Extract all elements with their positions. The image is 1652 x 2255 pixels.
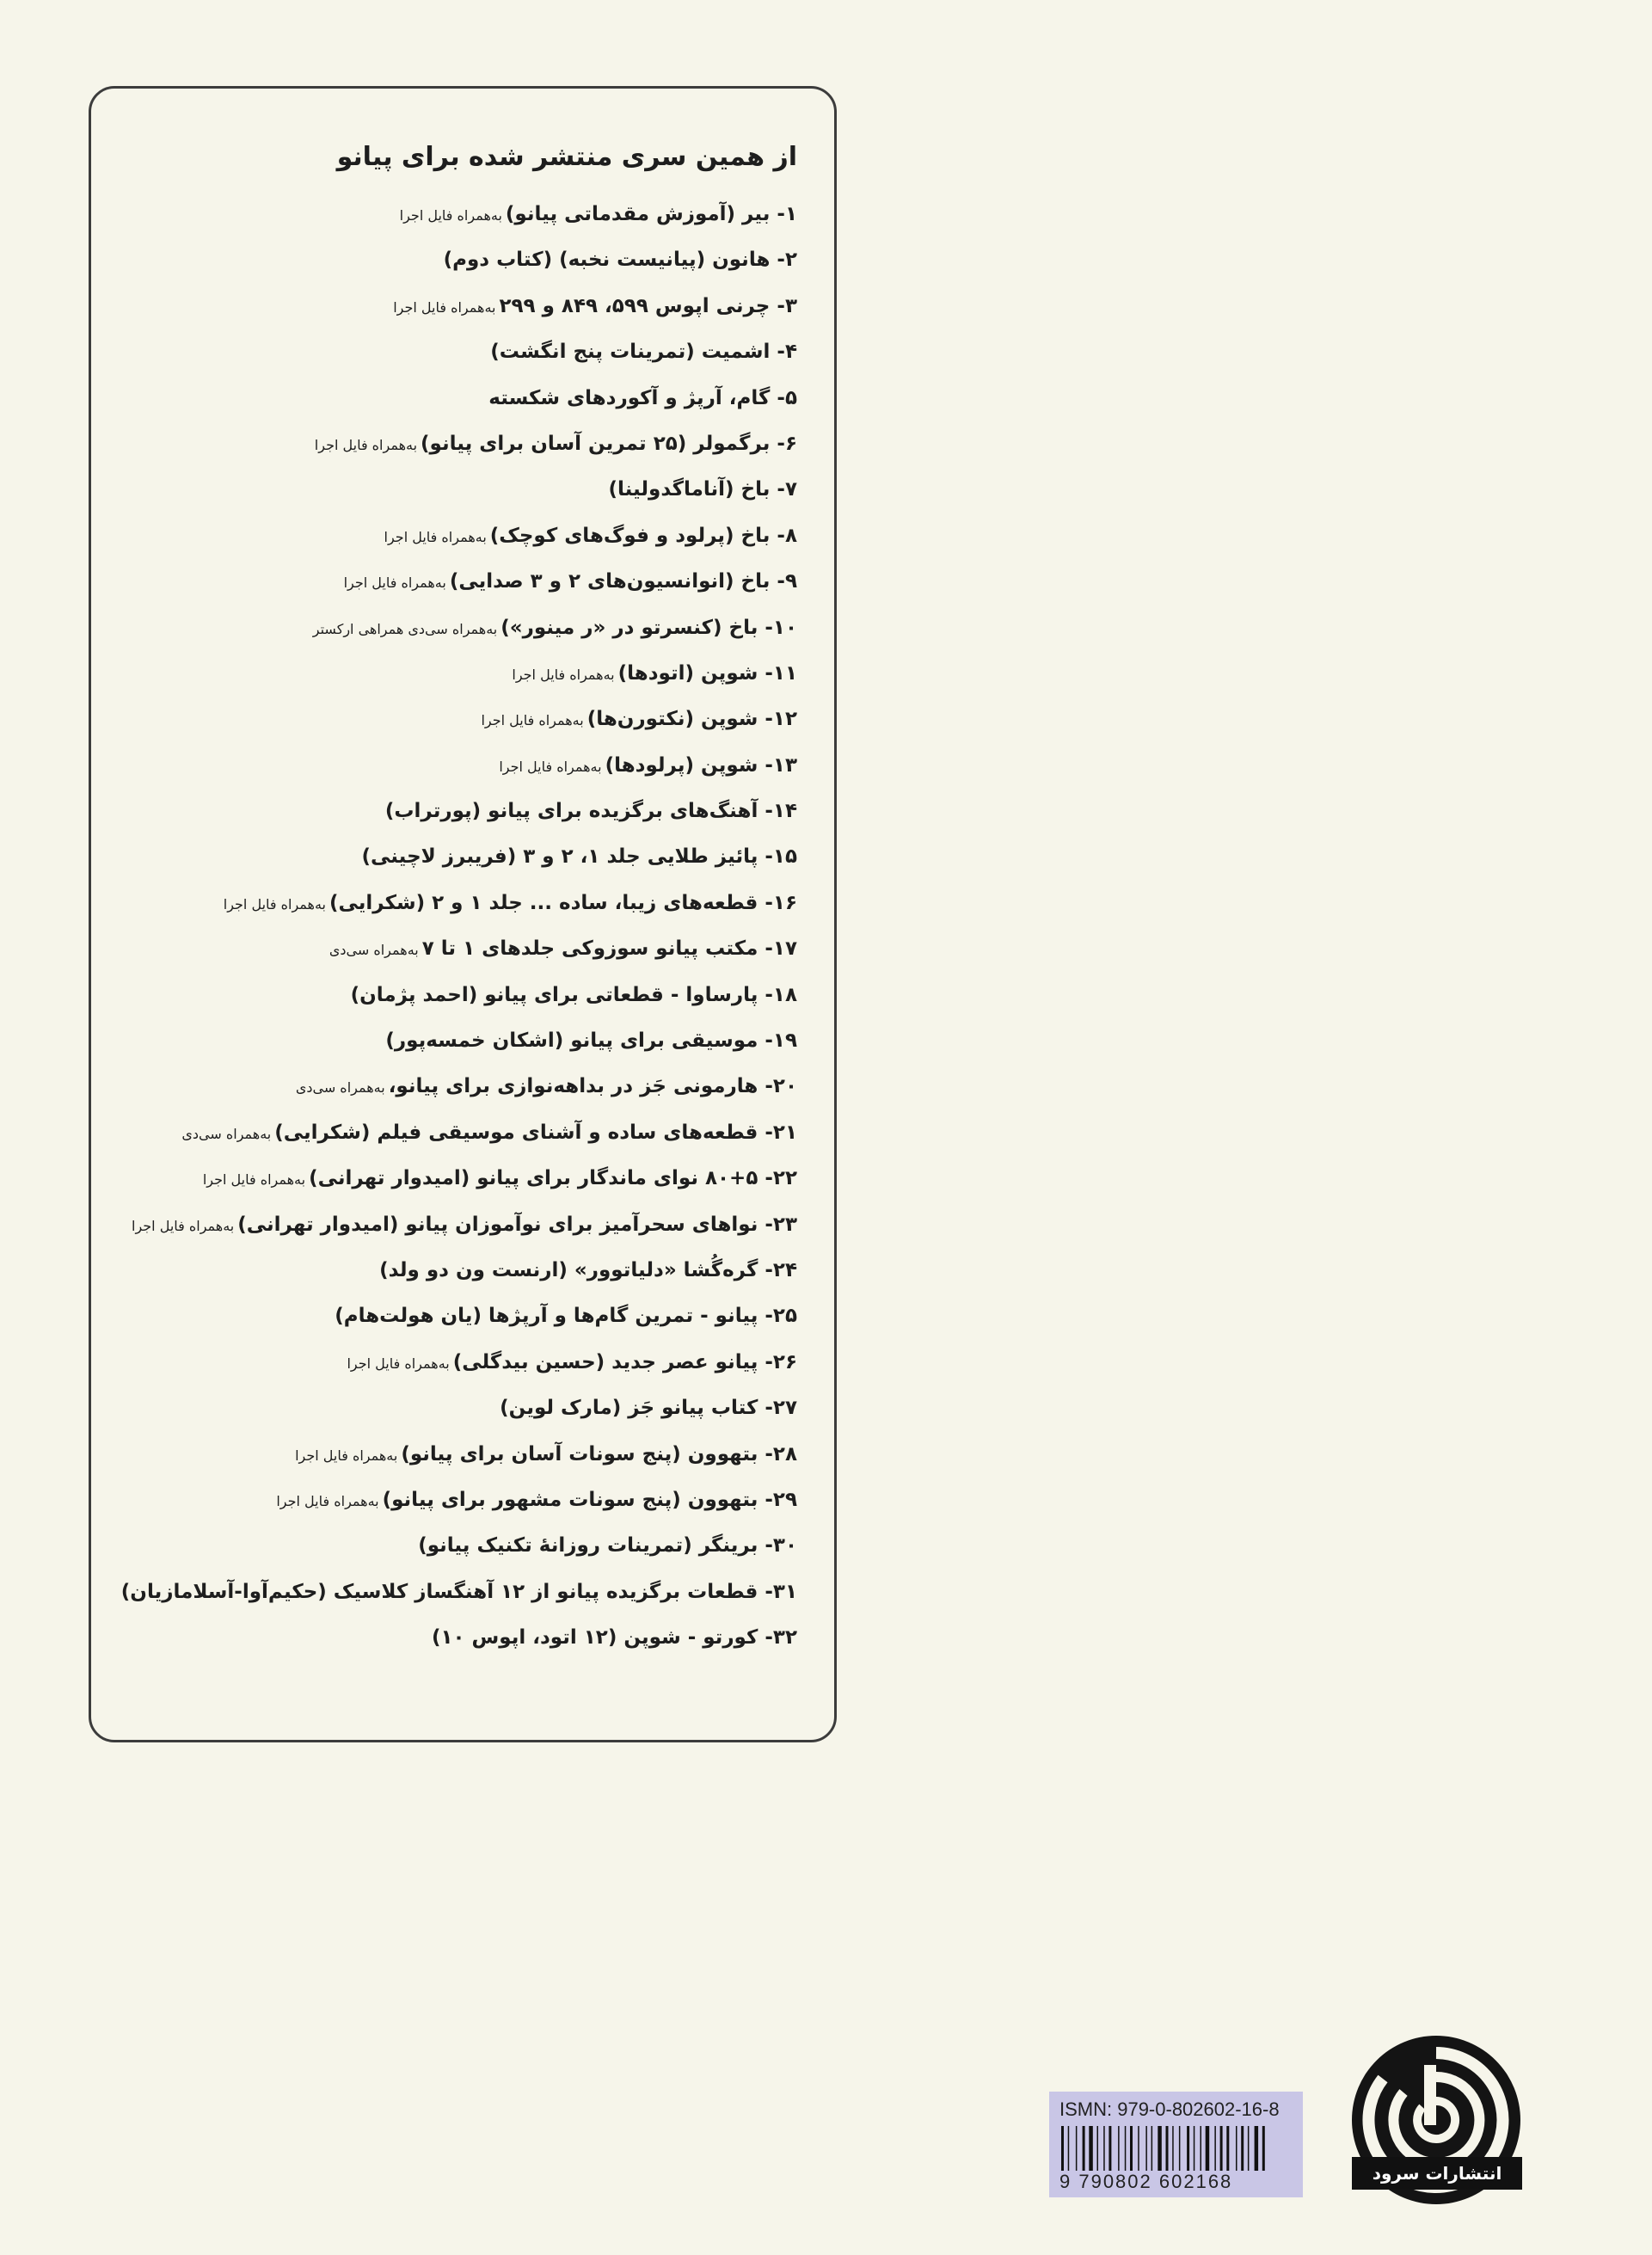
book-title: ۲۹- بتهوون (پنج سونات مشهور برای پیانو) — [382, 1488, 797, 1511]
barcode-bar — [1194, 2126, 1195, 2171]
list-item — [118, 1018, 797, 1064]
book-title: ۵- گام، آرپژ و آکوردهای شکسته — [488, 386, 797, 409]
list-item — [118, 1064, 797, 1109]
barcode-bar — [1241, 2126, 1244, 2171]
book-list — [118, 132, 797, 1662]
barcode-bar — [1068, 2126, 1070, 2171]
list-item — [118, 1156, 797, 1201]
list-item — [118, 284, 797, 329]
book-note: به‌همراه فایل اجرا — [314, 436, 418, 453]
barcode-bar — [1187, 2126, 1189, 2171]
isbn-number: ISMN: 979-0-802602-16-8 — [1059, 2098, 1280, 2120]
barcode-bar — [1061, 2126, 1064, 2171]
list-item — [118, 329, 797, 375]
book-note: به‌همراه فایل اجرا — [393, 298, 496, 316]
book-title: ۱۳- شوپن (پرلودها) — [605, 753, 797, 777]
list-item — [118, 1202, 797, 1248]
list-item — [118, 1432, 797, 1478]
book-title: ۳۲- کورتو - شوپن (۱۲ اتود، اپوس ۱۰) — [431, 1626, 797, 1650]
book-note: به‌همراه فایل اجرا — [343, 575, 446, 592]
list-item — [118, 1478, 797, 1523]
barcode-label — [1049, 2092, 1303, 2197]
list-item — [118, 1523, 797, 1569]
list-item — [118, 192, 797, 237]
barcode-bar — [1206, 2126, 1210, 2171]
list-item — [118, 834, 797, 880]
book-title: ۲۰- هارمونی جَز در بداهه‌نوازی برای پیانو، — [388, 1075, 797, 1098]
book-title: ۱۲- شوپن (نکتورن‌ها) — [586, 708, 797, 731]
list-item — [118, 697, 797, 742]
list-item — [118, 237, 797, 283]
book-note: به‌همراه فایل اجرا — [295, 1447, 398, 1464]
book-note: به‌همراه فایل اجرا — [132, 1217, 235, 1234]
list-items — [118, 192, 797, 1662]
book-list-frame — [89, 86, 837, 1742]
barcode-bar — [1145, 2126, 1147, 2171]
book-title: ۲۱- قطعه‌های ساده و آشنای موسیقی فیلم (شکرایی) — [274, 1121, 797, 1144]
list-item — [118, 926, 797, 972]
barcode-digits: 9 790802 602168 — [1059, 2171, 1233, 2192]
barcode-bar — [1097, 2126, 1099, 2171]
book-note: به‌همراه سی‌دی همراهی ارکستر — [312, 620, 498, 637]
barcode-bar — [1076, 2126, 1078, 2171]
list-item — [118, 1386, 797, 1431]
book-title: ۲۷- کتاب پیانو جَز (مارک لوین) — [500, 1397, 797, 1420]
barcode-bar — [1179, 2126, 1181, 2171]
list-item — [118, 559, 797, 605]
book-note: به‌همراه فایل اجرا — [202, 1171, 306, 1189]
book-title: ۲۳- نواهای سحرآمیز برای نوآموزان پیانو (امیدوار تهرانی) — [237, 1213, 797, 1236]
book-title: ۲- هانون (پیانیست نخبه) (کتاب دوم) — [443, 249, 797, 272]
barcode-bar — [1138, 2126, 1139, 2171]
list-item — [118, 1570, 797, 1615]
book-title: ۲۶- پیانو عصر جدید (حسین بیدگلی) — [452, 1350, 797, 1373]
list-item — [118, 421, 797, 467]
book-title: ۱۵- پائیز طلایی جلد ۱، ۲ و ۳ (فریبرز لاچینی) — [361, 845, 797, 869]
list-item — [118, 973, 797, 1018]
list-item — [118, 743, 797, 789]
barcode-bars — [1059, 2126, 1292, 2171]
book-note: به‌همراه فایل اجرا — [276, 1492, 379, 1509]
book-title: ۷- باخ (آناماگدولینا) — [608, 478, 797, 501]
book-title: ۳- چرنی اپوس ۵۹۹، ۸۴۹ و ۲۹۹ — [499, 294, 797, 317]
book-title: ۹- باخ (انوانسیون‌های ۲ و ۳ صدایی) — [449, 570, 797, 593]
book-title: ۱۸- پارساوا - قطعاتی برای پیانو (احمد پژمان) — [350, 983, 797, 1006]
book-title: ۱۰- باخ (کنسرتو در «ر مینور») — [501, 616, 797, 639]
book-note: به‌همراه سی‌دی — [181, 1125, 272, 1142]
book-title: ۱۷- مکتب پیانو سوزوکی جلدهای ۱ تا ۷ — [421, 937, 797, 961]
book-title: ۶- برگمولر (۲۵ تمرین آسان برای پیانو) — [421, 432, 797, 455]
barcode-bar — [1248, 2126, 1250, 2171]
barcode-bar — [1172, 2126, 1174, 2171]
book-title: ۲۲- ۸۰+۵ نوای ماندگار برای پیانو (امیدوار تهرانی) — [309, 1167, 797, 1190]
book-note: به‌همراه سی‌دی — [329, 942, 419, 959]
list-heading: از همین سری منتشر شده برای پیانو — [336, 142, 797, 172]
book-title: ۱۴- آهنگ‌های برگزیده برای پیانو (پورتراب) — [384, 800, 797, 823]
barcode-bar — [1158, 2126, 1162, 2171]
book-note: به‌همراه فایل اجرا — [347, 1355, 450, 1372]
book-note: به‌همراه فایل اجرا — [512, 666, 615, 683]
book-title: ۴- اشمیت (تمرینات پنج انگشت) — [490, 341, 797, 364]
barcode-bar — [1151, 2126, 1153, 2171]
book-title: ۱۹- موسیقی برای پیانو (اشکان خمسه‌پور) — [385, 1029, 797, 1053]
barcode-bar — [1262, 2126, 1265, 2171]
book-title: ۸- باخ (پرلود و فوگ‌های کوچک) — [489, 524, 797, 547]
book-title: ۲۴- گره‌گُشا «دلیاتوور» (ارنست ون دو ولد) — [379, 1258, 797, 1281]
list-item — [118, 789, 797, 834]
barcode-bar — [1226, 2126, 1229, 2171]
book-note: به‌همراه فایل اجرا — [384, 528, 487, 545]
barcode-bar — [1083, 2126, 1085, 2171]
list-item — [118, 605, 797, 651]
barcode-bar — [1089, 2126, 1093, 2171]
list-item — [118, 1293, 797, 1339]
book-note: به‌همراه فایل اجرا — [399, 207, 502, 224]
book-title: ۲۵- پیانو - تمرین گام‌ها و آرپژها (یان هولت‌هام) — [335, 1305, 797, 1328]
list-item — [118, 881, 797, 926]
barcode-bar — [1236, 2126, 1237, 2171]
barcode-bar — [1108, 2126, 1111, 2171]
barcode-bar — [1130, 2126, 1133, 2171]
book-note: به‌همراه فایل اجرا — [499, 758, 602, 775]
book-title: ۱- بیر (آموزش مقدماتی پیانو) — [505, 203, 797, 225]
book-title: ۱۶- قطعه‌های زیبا، ساده ... جلد ۱ و ۲ (شکرایی) — [329, 891, 797, 914]
barcode-bar — [1255, 2126, 1259, 2171]
publisher-name: انتشارات سرود — [1352, 2157, 1522, 2190]
list-item — [118, 1110, 797, 1156]
barcode-bar — [1125, 2126, 1127, 2171]
book-title: ۱۱- شوپن (اتودها) — [617, 661, 797, 685]
list-item — [118, 513, 797, 559]
list-item — [118, 376, 797, 421]
book-note: به‌همراه سی‌دی — [295, 1079, 385, 1097]
list-item — [118, 1615, 797, 1661]
barcode-bar — [1201, 2126, 1202, 2171]
barcode-bar — [1103, 2126, 1105, 2171]
book-title: ۳۱- قطعات برگزیده پیانو از ۱۲ آهنگساز کلاسیک (حکیم‌آوا-آسلامازیان) — [120, 1580, 797, 1603]
list-item — [118, 651, 797, 697]
list-item — [118, 467, 797, 513]
book-title: ۳۰- برینگر (تمرینات روزانهٔ تکنیک پیانو) — [418, 1534, 797, 1558]
barcode-bar — [1214, 2126, 1216, 2171]
list-item — [118, 1248, 797, 1293]
barcode-bar — [1118, 2126, 1120, 2171]
barcode-bar — [1166, 2126, 1169, 2171]
book-note: به‌همراه فایل اجرا — [223, 895, 326, 912]
barcode-bar — [1220, 2126, 1223, 2171]
book-title: ۲۸- بتهوون (پنج سونات آسان برای پیانو) — [401, 1442, 797, 1465]
book-note: به‌همراه فایل اجرا — [481, 712, 584, 729]
list-item — [118, 1340, 797, 1386]
